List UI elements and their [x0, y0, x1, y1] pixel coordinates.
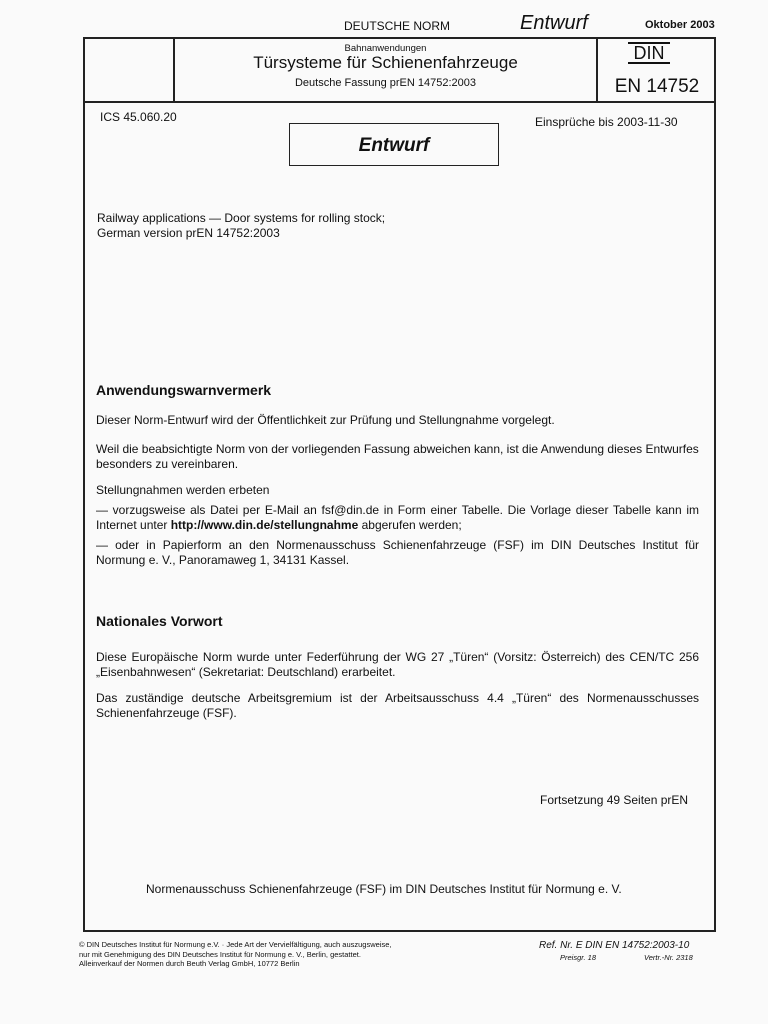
bullet-1-text: — vorzugsweise als Datei per E-Mail an fsf@din.de in Form einer Tabelle. Die Vorlage dieser Tabelle kann im Internet unter: [96, 503, 699, 532]
standard-number: EN 14752: [614, 76, 700, 97]
ics-code: ICS 45.060.20: [100, 110, 177, 124]
warning-heading: Anwendungswarnvermerk: [96, 382, 272, 398]
standard-title: Türsysteme für Schienenfahrzeuge: [253, 53, 518, 72]
preface-heading: Nationales Vorwort: [96, 613, 223, 629]
copyright-notice: [79, 940, 392, 969]
preface-paragraph-1: Diese Europäische Norm wurde unter Federführung der WG 27 „Türen“ (Vorsitz: Österreich) des CEN/TC 256 „Eisenbahnwesen“ (Sekretariat: Deutschland) erarbeitet.: [96, 650, 699, 679]
stellungnahme-link[interactable]: http://www.din.de/stellungnahme: [170, 518, 359, 532]
continuation-note: Fortsetzung 49 Seiten prEN: [540, 793, 689, 807]
warning-bullet-2: — oder in Papierform an den Normenausschuss Schienenfahrzeuge (FSF) im DIN Deutsches Institut für Normung e. V., Panoramaweg 1, 34131 Kassel.: [96, 538, 699, 567]
committee-name: Normenausschuss Schienenfahrzeuge (FSF) im DIN Deutsches Institut für Normung e. V.: [146, 882, 622, 896]
bullet-1-text-end: abgerufen werden;: [358, 518, 462, 532]
copyright-line-1: © DIN Deutsches Institut für Normung e.V. · Jede Art der Vervielfältigung, auch auszugsweise,: [79, 940, 392, 949]
english-title-line-1: Railway applications — Door systems for rolling stock;: [97, 211, 386, 225]
distribution-number: Vertr.-Nr. 2318: [644, 953, 693, 962]
issue-date: Oktober 2003: [645, 19, 715, 31]
din-logo-text: DIN: [633, 43, 665, 63]
copyright-line-3: Alleinverkauf der Normen durch Beuth Verlag GmbH, 10772 Berlin: [79, 959, 300, 968]
reference-number: Ref. Nr. E DIN EN 14752:2003-10: [539, 940, 690, 951]
warning-paragraph-1: Dieser Norm-Entwurf wird der Öffentlichkeit zur Prüfung und Stellungnahme vorgelegt.: [96, 413, 555, 427]
standard-version: Deutsche Fassung prEN 14752:2003: [294, 77, 476, 89]
price-group: Preisgr. 18: [560, 953, 596, 962]
warning-paragraph-3: Stellungnahmen werden erbeten: [96, 483, 270, 497]
warning-paragraph-2: Weil die beabsichtigte Norm von der vorliegenden Fassung abweichen kann, ist die Anwendung dieses Entwurfes besonders zu vereinbaren.: [96, 442, 699, 471]
copyright-line-2: nur mit Genehmigung des DIN Deutsches Institut für Normung e. V., Berlin, gestattet.: [79, 949, 361, 959]
norm-type: DEUTSCHE NORM: [344, 19, 451, 33]
draft-label-box: Entwurf: [289, 123, 499, 166]
standard-category: Bahnanwendungen: [344, 43, 427, 54]
english-title: [97, 211, 385, 241]
english-title-line-2: German version prEN 14752:2003: [97, 226, 280, 240]
preface-paragraph-2: Das zuständige deutsche Arbeitsgremium ist der Arbeitsausschuss 4.4 „Türen“ des Normenausschusses Schienenfahrzeuge (FSF).: [96, 691, 699, 720]
draft-status: Entwurf: [520, 12, 588, 34]
din-logo: [626, 42, 672, 64]
warning-bullet-1: [96, 503, 699, 533]
objection-deadline: Einsprüche bis 2003-11-30: [535, 115, 678, 129]
